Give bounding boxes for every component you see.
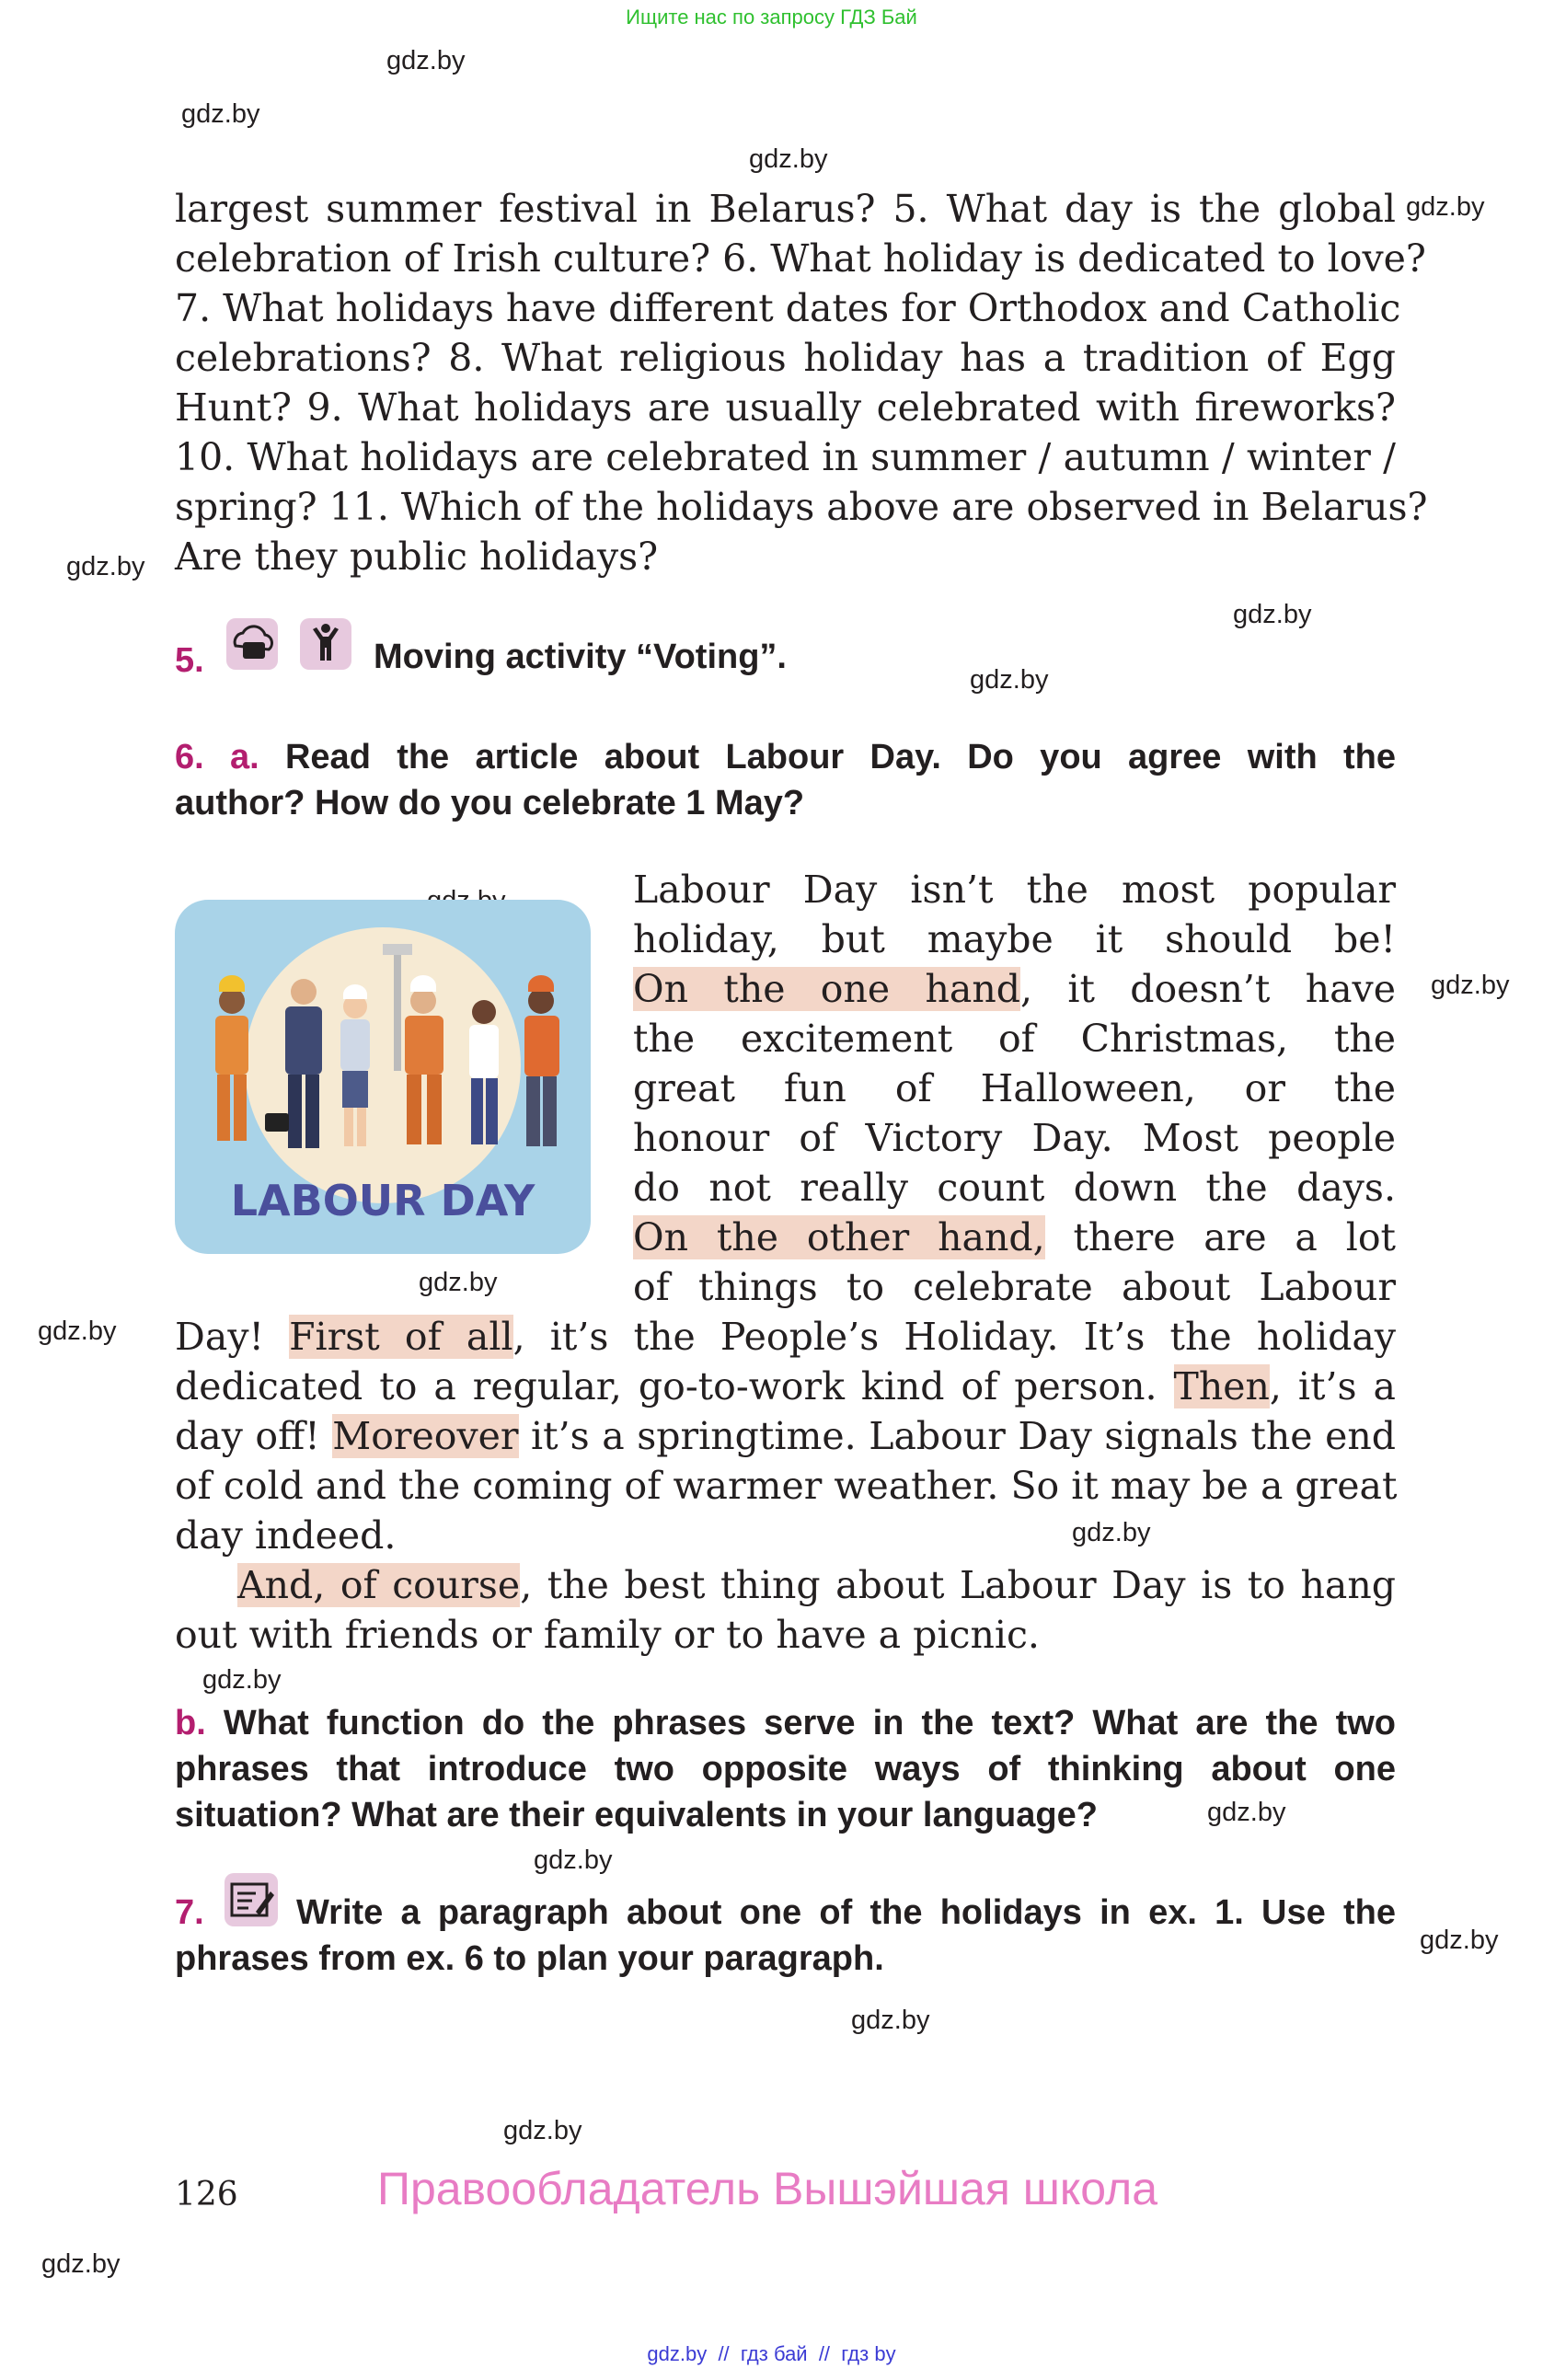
watermark: gdz.by [851, 2006, 930, 2035]
exercise-6a-line [175, 738, 1396, 777]
text-line: largest summer festival in Belarus? 5. What day is the global [175, 187, 1396, 231]
exercise-6a-line: author? How do you celebrate 1 May? [175, 784, 805, 822]
article-line: out with friends or family or to have a picnic. [175, 1613, 1040, 1657]
notebook-writing-icon [225, 1873, 278, 1926]
watermark: gdz.by [419, 1268, 498, 1297]
linking-phrase: First of all [289, 1315, 513, 1359]
article-line [633, 964, 1396, 1014]
text-span: Day! [175, 1315, 290, 1359]
exercise-6b-line: phrases that introduce two opposite ways of thinking about one [175, 1750, 1396, 1788]
exercise-number: b. [175, 1704, 206, 1742]
text-line: celebration of Irish culture? 6. What holiday is dedicated to love? [175, 236, 1426, 281]
linking-phrase: On the one hand [633, 967, 1020, 1011]
exercise-7-line: phrases from ex. 6 to plan your paragraph. [175, 1939, 884, 1978]
watermark: gdz.by [1406, 192, 1485, 222]
linking-phrase: Then [1173, 1364, 1270, 1408]
text-line: 10. What holidays are celebrated in summer / autumn / winter / [175, 435, 1396, 479]
article-line: honour of Victory Day. Most people [633, 1116, 1396, 1160]
image-caption: LABOUR DAY [230, 1176, 535, 1225]
article-line: the excitement of Christmas, the [633, 1017, 1396, 1061]
article-line: Labour Day isn’t the most popular [633, 868, 1396, 912]
watermark: gdz.by [749, 144, 828, 174]
watermark: gdz.by [970, 665, 1049, 695]
text-span: it’s a springtime. Labour Day signals the end [518, 1414, 1396, 1458]
exercise-number: 5. [175, 641, 204, 680]
watermark: gdz.by [503, 2116, 582, 2145]
article-line [175, 1312, 1396, 1362]
footer-links[interactable]: gdz.by // гдз бай // гдз by [647, 2342, 896, 2365]
instruction-text: Read the article about Labour Day. Do you agree with the [284, 738, 1396, 776]
watermark: gdz.by [386, 46, 466, 75]
article-line: do not really count down the days. [633, 1166, 1396, 1210]
watermark: gdz.by [1072, 1518, 1151, 1547]
watermark: gdz.by [1420, 1926, 1499, 1955]
linking-phrase: On the other hand, [633, 1215, 1045, 1259]
text-span: there are a lot [1044, 1215, 1396, 1259]
text-span: dedicated to a regular, go-to-work kind of person. [175, 1364, 1174, 1408]
article-line [633, 1213, 1396, 1262]
text-line: celebrations? 8. What religious holiday has a tradition of Egg [175, 336, 1396, 380]
watermark: gdz.by [534, 1845, 613, 1875]
exercise-number: 6. a. [175, 738, 259, 776]
text-line: 7. What holidays have different dates for Orthodox and Catholic [175, 286, 1401, 330]
watermark: gdz.by [1233, 600, 1312, 629]
text-line: Hunt? 9. What holidays are usually celebrated with fireworks? [175, 385, 1396, 430]
watermark: gdz.by [181, 99, 260, 129]
copyright-text: Правообладатель Вышэйшая школа [377, 2163, 1157, 2214]
article-line: day indeed. [175, 1513, 397, 1558]
exercise-6b-line: situation? What are their equivalents in your language? [175, 1796, 1098, 1834]
text-span: , it’s the People’s Holiday. It’s the holiday [512, 1315, 1396, 1359]
article-line: of cold and the coming of warmer weather. So it may be a great [175, 1464, 1398, 1508]
text-line: spring? 11. Which of the holidays above are observed in Belarus? [175, 485, 1428, 529]
person-standing-icon [300, 618, 351, 670]
text-line: Are they public holidays? [175, 535, 659, 579]
article-line [175, 1362, 1396, 1411]
watermark: gdz.by [41, 2249, 121, 2279]
exercise-number: 7. [175, 1893, 204, 1932]
page-number: 126 [175, 2176, 238, 2213]
exercise-7-line: Write a paragraph about one of the holidays in ex. 1. Use the [296, 1893, 1396, 1932]
linking-phrase: And, of course [237, 1563, 521, 1607]
watermark: gdz.by [1431, 971, 1510, 1000]
speech-cloud-icon [226, 618, 278, 670]
text-span: , it’s a [1269, 1364, 1396, 1408]
article-line [237, 1560, 1396, 1610]
exercise-6b-line [175, 1704, 1396, 1743]
watermark: gdz.by [202, 1665, 282, 1695]
text-span: , the best thing about Labour Day is to hang [520, 1563, 1396, 1607]
labour-day-image [175, 900, 591, 1254]
watermark: gdz.by [66, 552, 145, 581]
linking-phrase: Moreover [332, 1414, 519, 1458]
article-line: of things to celebrate about Labour [633, 1265, 1396, 1309]
text-span: day off! [175, 1414, 333, 1458]
top-search-link[interactable]: Ищите нас по запросу ГДЗ Бай [626, 6, 917, 29]
instruction-text: What function do the phrases serve in the text? What are the two [223, 1704, 1396, 1742]
watermark: gdz.by [1207, 1798, 1286, 1827]
article-line: great fun of Halloween, or the [633, 1066, 1396, 1110]
watermark: gdz.by [38, 1316, 117, 1346]
text-span: , it doesn’t have [1019, 967, 1396, 1011]
article-line: holiday, but maybe it should be! [633, 917, 1396, 961]
exercise-5-text: Moving activity “Voting”. [374, 638, 787, 676]
article-line [175, 1411, 1396, 1461]
